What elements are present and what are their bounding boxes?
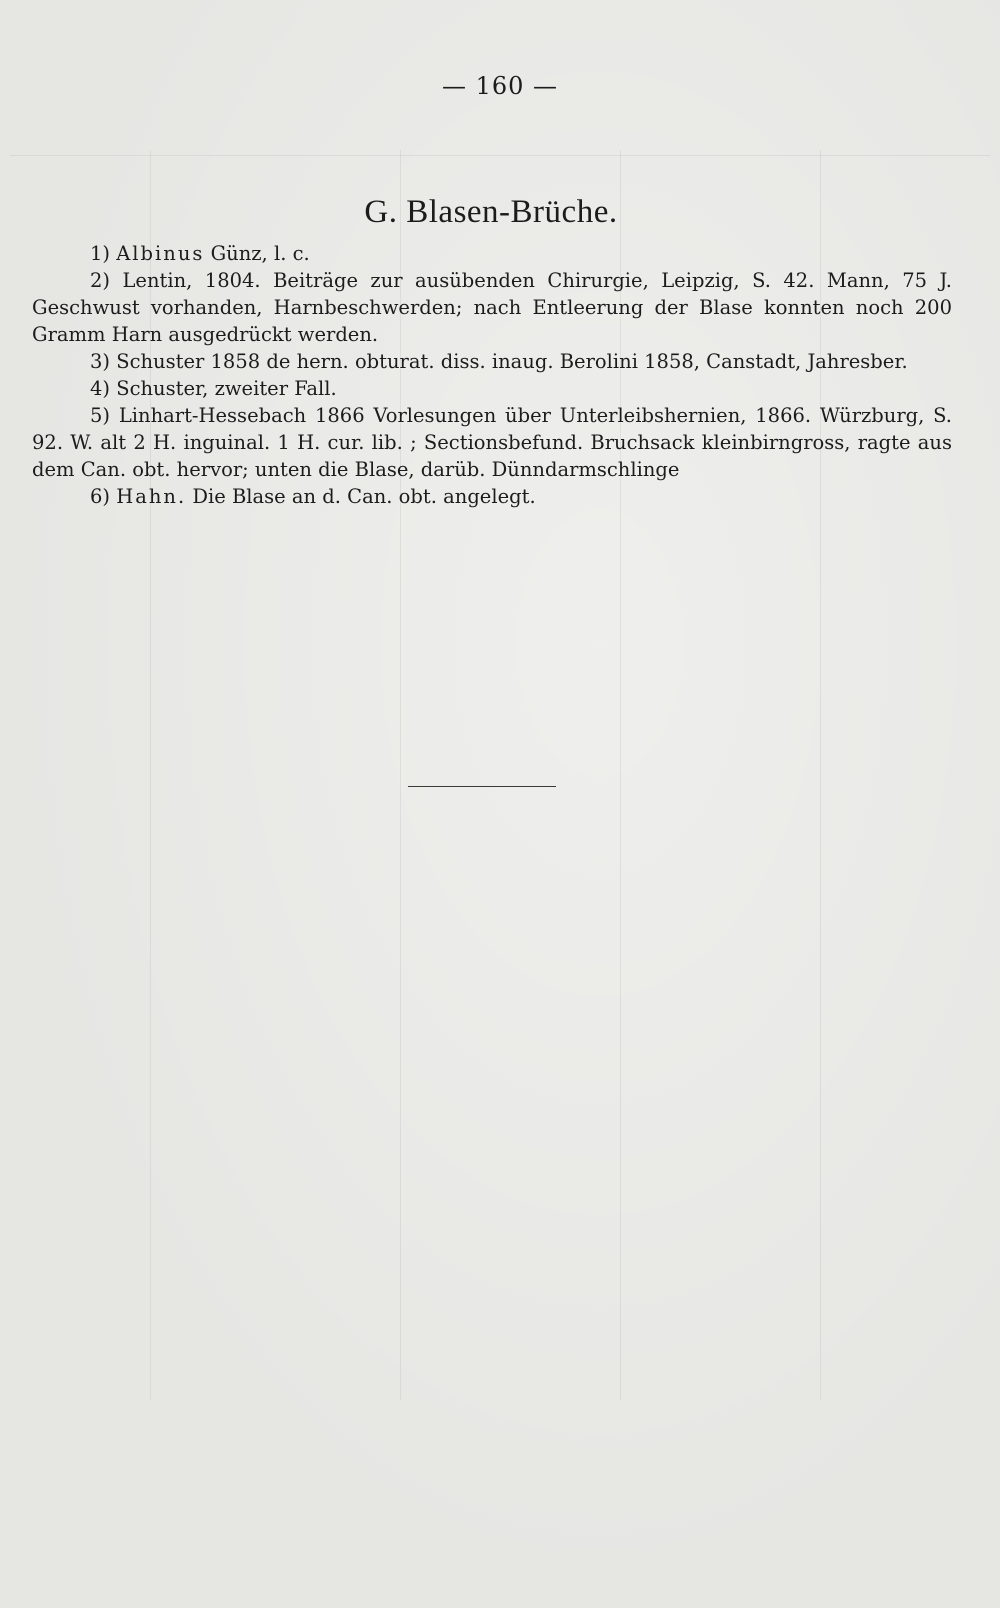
reference-entry-5 <box>32 402 952 483</box>
entry-text: Günz, l. c. <box>204 242 310 265</box>
entry-text: Die Blase an d. Can. obt. angelegt. <box>186 485 536 508</box>
entry-number: 2) <box>90 269 123 292</box>
entry-author: Albinus <box>116 242 205 265</box>
reference-list <box>32 240 952 510</box>
show-through-line <box>10 155 990 156</box>
entry-number: 4) <box>90 377 117 400</box>
reference-entry-2 <box>32 267 952 348</box>
reference-entry-4 <box>32 375 952 402</box>
entry-text: Lentin, 1804. Beiträge zur ausübenden Chirurgie, Leipzig, S. 42. Mann, 75 J. Geschwust vorhanden, Harnbeschwerden; nach Entleerung der Blase konnten noch 200 Gramm Harn ausgedrückt werden. <box>32 269 952 346</box>
entry-number: 1) <box>90 242 117 265</box>
reference-entry-1 <box>32 240 952 267</box>
entry-text: Linhart-Hessebach 1866 Vorlesungen über Unterleibshernien, 1866. Würzburg, S. 92. W. alt 2 H. inguinal. 1 H. cur. lib. ; Sectionsbefund. Bruchsack kleinbirngross, ragte aus dem Can. obt. hervor; unten die Blase, darüb. Dünndarmschlinge <box>32 404 953 481</box>
entry-number: 5) <box>90 404 119 427</box>
entry-text: Schuster 1858 de hern. obturat. diss. inaug. Berolini 1858, Canstadt, Jahresber. <box>116 350 908 373</box>
entry-text: Schuster, zweiter Fall. <box>116 377 337 400</box>
reference-entry-6 <box>32 483 952 510</box>
section-end-rule <box>408 786 556 787</box>
entry-number: 3) <box>90 350 117 373</box>
entry-author: Hahn. <box>116 485 187 508</box>
reference-entry-3 <box>32 348 952 375</box>
section-title: G. Blasen-Brüche. <box>364 194 618 230</box>
page-number: — 160 — <box>441 72 559 100</box>
entry-number: 6) <box>90 485 117 508</box>
